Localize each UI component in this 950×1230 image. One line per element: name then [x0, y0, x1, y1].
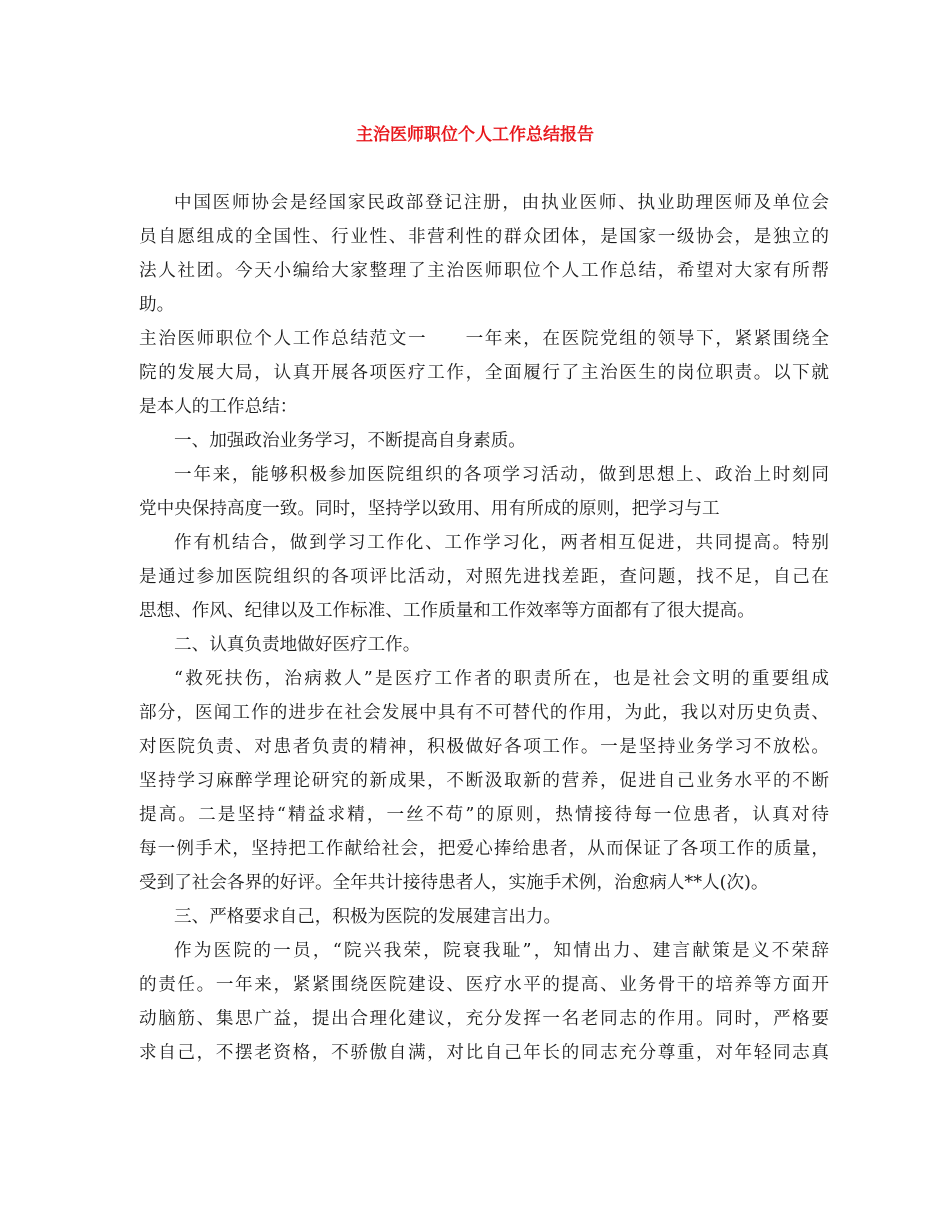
body-line: 动脑筋、集思广益，提出合理化建议，充分发挥一名老同志的作用。同时，严格要: [139, 1009, 829, 1029]
body-line: 作有机结合，做到学习工作化、工作学习化，两者相互促进，共同提高。特别: [174, 533, 829, 553]
body-line: 二、认真负责地做好医疗工作。: [174, 635, 421, 655]
body-line: 院的发展大局，认真开展各项医疗工作，全面履行了主治医生的岗位职责。以下就: [139, 363, 829, 383]
document-body: [139, 186, 829, 1070]
body-line: 思想、作风、纪律以及工作标准、工作质量和工作效率等方面都有了很大提高。: [139, 601, 755, 621]
document-title: 主治医师职位个人工作总结报告: [356, 125, 594, 145]
body-line: 中国医师协会是经国家民政部登记注册，由执业医师、执业助理医师及单位会: [174, 193, 829, 213]
body-line: 员自愿组成的全国性、行业性、非营利性的群众团体，是国家一级协会，是独立的: [139, 227, 829, 247]
body-line: 部分，医闻工作的进步在社会发展中具有不可替代的作用，为此，我以对历史负责、: [139, 703, 829, 723]
body-line: 主治医师职位个人工作总结范文一 一年来，在医院党组的领导下，紧紧围绕全: [139, 329, 829, 349]
body-line: 是通过参加医院组织的各项评比活动，对照先进找差距，查问题，找不足，自己在: [139, 567, 829, 587]
body-line: 提高。二是坚持“精益求精，一丝不苟”的原则，热情接待每一位患者，认真对待: [139, 805, 829, 825]
body-line: 是本人的工作总结：: [139, 397, 298, 417]
body-line: 法人社团。今天小编给大家整理了主治医师职位个人工作总结，希望对大家有所帮: [139, 261, 829, 281]
body-line: 一年来，能够积极参加医院组织的各项学习活动，做到思想上、政治上时刻同: [174, 465, 829, 485]
body-line: 求自己，不摆老资格，不骄傲自满，对比自己年长的同志充分尊重，对年轻同志真: [139, 1043, 829, 1063]
body-line: 的责任。一年来，紧紧围绕医院建设、医疗水平的提高、业务骨干的培养等方面开: [139, 975, 829, 995]
body-line: 助。: [139, 295, 175, 315]
body-line: 每一例手术，坚持把工作献给社会，把爱心捧给患者，从而保证了各项工作的质量，: [139, 839, 829, 859]
body-line: “救死扶伤，治病救人”是医疗工作者的职责所在，也是社会文明的重要组成: [174, 669, 829, 689]
body-line: 受到了社会各界的好评。全年共计接待患者人，实施手术例，治愈病人**人(次)。: [139, 873, 769, 893]
body-line: 三、严格要求自己，积极为医院的发展建言出力。: [174, 907, 562, 927]
body-line: 一、加强政治业务学习，不断提高自身素质。: [174, 431, 526, 451]
body-line: 党中央保持高度一致。同时，坚持学以致用、用有所成的原则，把学习与工: [139, 499, 720, 519]
body-line: 坚持学习麻醉学理论研究的新成果，不断汲取新的营养，促进自己业务水平的不断: [139, 771, 829, 791]
body-line: 对医院负责、对患者负责的精神，积极做好各项工作。一是坚持业务学习不放松。: [139, 737, 829, 757]
body-line: 作为医院的一员，“院兴我荣，院衰我耻”，知情出力、建言献策是义不荣辞: [174, 941, 829, 961]
